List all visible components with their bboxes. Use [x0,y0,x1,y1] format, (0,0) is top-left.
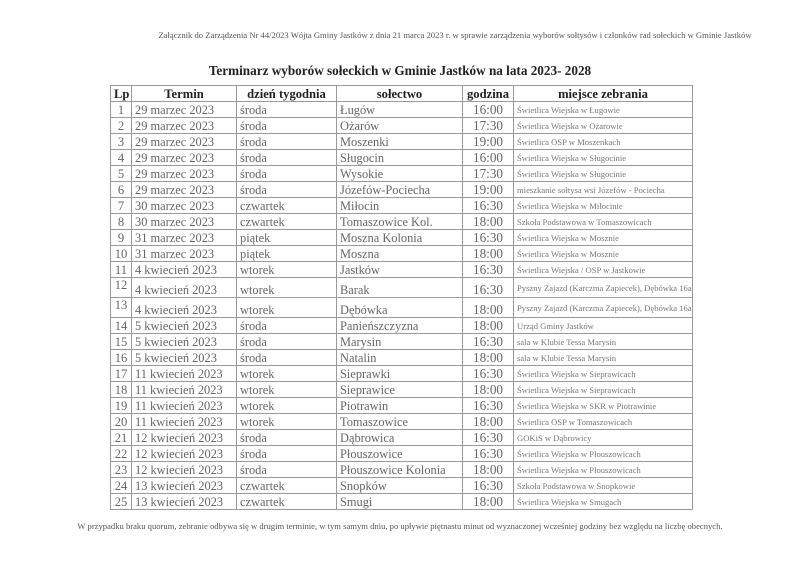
table-row [111,118,693,134]
row-number: 20 [111,414,132,430]
time-cell: 18:00 [463,350,514,366]
village-cell: Marysin [337,334,463,350]
date-cell: 29 marzec 2023 [132,134,237,150]
date-cell: 4 kwiecień 2023 [132,262,237,278]
table-row [111,198,693,214]
weekday-cell: środa [237,334,337,350]
time-cell: 16:00 [463,150,514,166]
table-row [111,430,693,446]
venue-cell: Świetlica OSP w Moszenkach [514,134,693,150]
time-cell: 18:00 [463,494,514,510]
venue-cell: Świetlica Wiejska / OSP w Jastkowie [514,262,693,278]
row-number: 9 [111,230,132,246]
weekday-cell: wtorek [237,398,337,414]
row-number: 17 [111,366,132,382]
table-row [111,318,693,334]
venue-cell: Świetlica Wiejska w Smugach [514,494,693,510]
time-cell: 18:00 [463,462,514,478]
village-cell: Barak [337,278,463,298]
row-number: 24 [111,478,132,494]
village-cell: Ługów [337,102,463,118]
village-cell: Tomaszowice [337,414,463,430]
table-row [111,166,693,182]
village-cell: Moszna [337,246,463,262]
venue-cell: Świetlica Wiejska w Sieprawicach [514,366,693,382]
weekday-cell: piątek [237,246,337,262]
venue-cell: Świetlica Wiejska w SKR w Piotrawinie [514,398,693,414]
column-header-solectwo: sołectwo [337,86,463,102]
time-cell: 16:30 [463,478,514,494]
row-number: 22 [111,446,132,462]
weekday-cell: środa [237,102,337,118]
venue-cell: Świetlica Wiejska w Ługowie [514,102,693,118]
row-number: 21 [111,430,132,446]
village-cell: Dębówka [337,298,463,318]
date-cell: 12 kwiecień 2023 [132,430,237,446]
date-cell: 11 kwiecień 2023 [132,414,237,430]
row-number: 6 [111,182,132,198]
row-number: 4 [111,150,132,166]
venue-cell: Świetlica Wiejska w Sieprawicach [514,382,693,398]
date-cell: 29 marzec 2023 [132,102,237,118]
village-cell: Jastków [337,262,463,278]
date-cell: 5 kwiecień 2023 [132,318,237,334]
time-cell: 18:00 [463,382,514,398]
weekday-cell: środa [237,182,337,198]
time-cell: 16:30 [463,446,514,462]
row-number: 16 [111,350,132,366]
row-number: 13 [111,298,132,318]
table-row [111,150,693,166]
table-row [111,462,693,478]
weekday-cell: środa [237,446,337,462]
row-number: 15 [111,334,132,350]
row-number: 1 [111,102,132,118]
venue-cell: sala w Klubie Tessa Marysin [514,350,693,366]
weekday-cell: czwartek [237,214,337,230]
village-cell: Snopków [337,478,463,494]
date-cell: 29 marzec 2023 [132,150,237,166]
row-number: 18 [111,382,132,398]
table-row [111,494,693,510]
date-cell: 11 kwiecień 2023 [132,382,237,398]
village-cell: Wysokie [337,166,463,182]
village-cell: Józefów-Pociecha [337,182,463,198]
venue-cell: Świetlica Wiejska w Mosznie [514,246,693,262]
table-row [111,102,693,118]
weekday-cell: środa [237,430,337,446]
venue-cell: sala w Klubie Tessa Marysin [514,334,693,350]
time-cell: 16:30 [463,334,514,350]
date-cell: 4 kwiecień 2023 [132,298,237,318]
village-cell: Moszenki [337,134,463,150]
date-cell: 29 marzec 2023 [132,118,237,134]
weekday-cell: wtorek [237,414,337,430]
document-title: Terminarz wyborów sołeckich w Gminie Jastków na lata 2023- 2028 [208,63,592,78]
village-cell: Tomaszowice Kol. [337,214,463,230]
weekday-cell: środa [237,150,337,166]
venue-cell: GOKiS w Dąbrowicy [514,430,693,446]
date-cell: 13 kwiecień 2023 [132,478,237,494]
time-cell: 18:00 [463,298,514,318]
venue-cell: mieszkanie sołtysa wsi Józefów - Pociecha [514,182,693,198]
column-header-godzina: godzina [463,86,514,102]
table-row [111,382,693,398]
village-cell: Sługocin [337,150,463,166]
table-row [111,446,693,462]
row-number: 5 [111,166,132,182]
row-number: 23 [111,462,132,478]
weekday-cell: czwartek [237,494,337,510]
venue-cell: Pyszny Zajazd (Karczma Zapiecek), Dębówka 16a [514,278,693,298]
village-cell: Ożarów [337,118,463,134]
table-row [111,182,693,198]
time-cell: 18:00 [463,246,514,262]
date-cell: 5 kwiecień 2023 [132,334,237,350]
village-cell: Panieńszczyzna [337,318,463,334]
weekday-cell: środa [237,166,337,182]
date-cell: 29 marzec 2023 [132,166,237,182]
row-number: 8 [111,214,132,230]
venue-cell: Urząd Gminy Jastków [514,318,693,334]
village-cell: Płouszowice [337,446,463,462]
weekday-cell: czwartek [237,478,337,494]
attachment-note: Załącznik do Zarządzenia Nr 44/2023 Wójta Gminy Jastków z dnia 21 marca 2023 r. w sprawie zarządzenia wyborów sołtysów i członków rad sołeckich w Gminie Jastków [158,30,752,40]
row-number: 10 [111,246,132,262]
date-cell: 31 marzec 2023 [132,230,237,246]
time-cell: 17:30 [463,166,514,182]
time-cell: 16:30 [463,366,514,382]
weekday-cell: środa [237,318,337,334]
date-cell: 12 kwiecień 2023 [132,446,237,462]
time-cell: 16:30 [463,262,514,278]
row-number: 12 [111,278,132,298]
time-cell: 16:30 [463,230,514,246]
weekday-cell: środa [237,134,337,150]
table-row [111,278,693,298]
row-number: 25 [111,494,132,510]
village-cell: Natalin [337,350,463,366]
weekday-cell: środa [237,350,337,366]
column-header-dzien: dzień tygodnia [237,86,337,102]
village-cell: Płouszowice Kolonia [337,462,463,478]
village-cell: Dąbrowica [337,430,463,446]
venue-cell: Świetlica Wiejska w Miłocinie [514,198,693,214]
table-row [111,246,693,262]
date-cell: 13 kwiecień 2023 [132,494,237,510]
row-number: 11 [111,262,132,278]
venue-cell: Pyszny Zajazd (Karczma Zapiecek), Dębówka 16a [514,298,693,318]
table-row [111,230,693,246]
weekday-cell: wtorek [237,298,337,318]
row-number: 14 [111,318,132,334]
venue-cell: Świetlica Wiejska w Sługocinie [514,166,693,182]
weekday-cell: wtorek [237,382,337,398]
date-cell: 12 kwiecień 2023 [132,462,237,478]
column-header-termin: Termin [132,86,237,102]
venue-cell: Świetlica Wiejska w Ożarowie [514,118,693,134]
time-cell: 16:30 [463,278,514,298]
quorum-note: W przypadku braku quorum, zebranie odbywa się w drugim terminie, w tym samym dniu, po upływie piętnastu minut od wyznaczonej wcześniej godziny bez względu na liczbę obecnych. [77,521,723,531]
row-number: 2 [111,118,132,134]
venue-cell: Świetlica OSP w Tomaszowicach [514,414,693,430]
time-cell: 16:30 [463,398,514,414]
table-row [111,262,693,278]
venue-cell: Szkoła Podstawowa w Snopkowie [514,478,693,494]
table-row [111,414,693,430]
weekday-cell: wtorek [237,366,337,382]
village-cell: Smugi [337,494,463,510]
table-row [111,398,693,414]
village-cell: Sieprawki [337,366,463,382]
date-cell: 31 marzec 2023 [132,246,237,262]
date-cell: 30 marzec 2023 [132,198,237,214]
election-schedule-table [110,85,693,510]
village-cell: Sieprawice [337,382,463,398]
village-cell: Piotrawin [337,398,463,414]
table-row [111,350,693,366]
village-cell: Moszna Kolonia [337,230,463,246]
village-cell: Miłocin [337,198,463,214]
venue-cell: Szkoła Podstawowa w Tomaszowicach [514,214,693,230]
time-cell: 19:00 [463,134,514,150]
table-row [111,298,693,318]
time-cell: 18:00 [463,214,514,230]
time-cell: 17:30 [463,118,514,134]
date-cell: 4 kwiecień 2023 [132,278,237,298]
time-cell: 19:00 [463,182,514,198]
time-cell: 18:00 [463,318,514,334]
time-cell: 16:30 [463,198,514,214]
time-cell: 18:00 [463,414,514,430]
weekday-cell: wtorek [237,278,337,298]
column-header-miejsce: miejsce zebrania [514,86,693,102]
weekday-cell: wtorek [237,262,337,278]
table-header-row [111,86,693,102]
weekday-cell: środa [237,118,337,134]
date-cell: 5 kwiecień 2023 [132,350,237,366]
venue-cell: Świetlica Wiejska w Płouszowicach [514,462,693,478]
weekday-cell: czwartek [237,198,337,214]
time-cell: 16:00 [463,102,514,118]
table-row [111,478,693,494]
table-row [111,366,693,382]
venue-cell: Świetlica Wiejska w Mosznie [514,230,693,246]
row-number: 7 [111,198,132,214]
venue-cell: Świetlica Wiejska w Sługocinie [514,150,693,166]
table-row [111,134,693,150]
date-cell: 11 kwiecień 2023 [132,398,237,414]
column-header-lp: Lp [111,86,132,102]
date-cell: 29 marzec 2023 [132,182,237,198]
row-number: 19 [111,398,132,414]
weekday-cell: piątek [237,230,337,246]
table-row [111,334,693,350]
table-row [111,214,693,230]
date-cell: 11 kwiecień 2023 [132,366,237,382]
weekday-cell: środa [237,462,337,478]
row-number: 3 [111,134,132,150]
venue-cell: Świetlica Wiejska w Płouszowicach [514,446,693,462]
time-cell: 16:30 [463,430,514,446]
date-cell: 30 marzec 2023 [132,214,237,230]
